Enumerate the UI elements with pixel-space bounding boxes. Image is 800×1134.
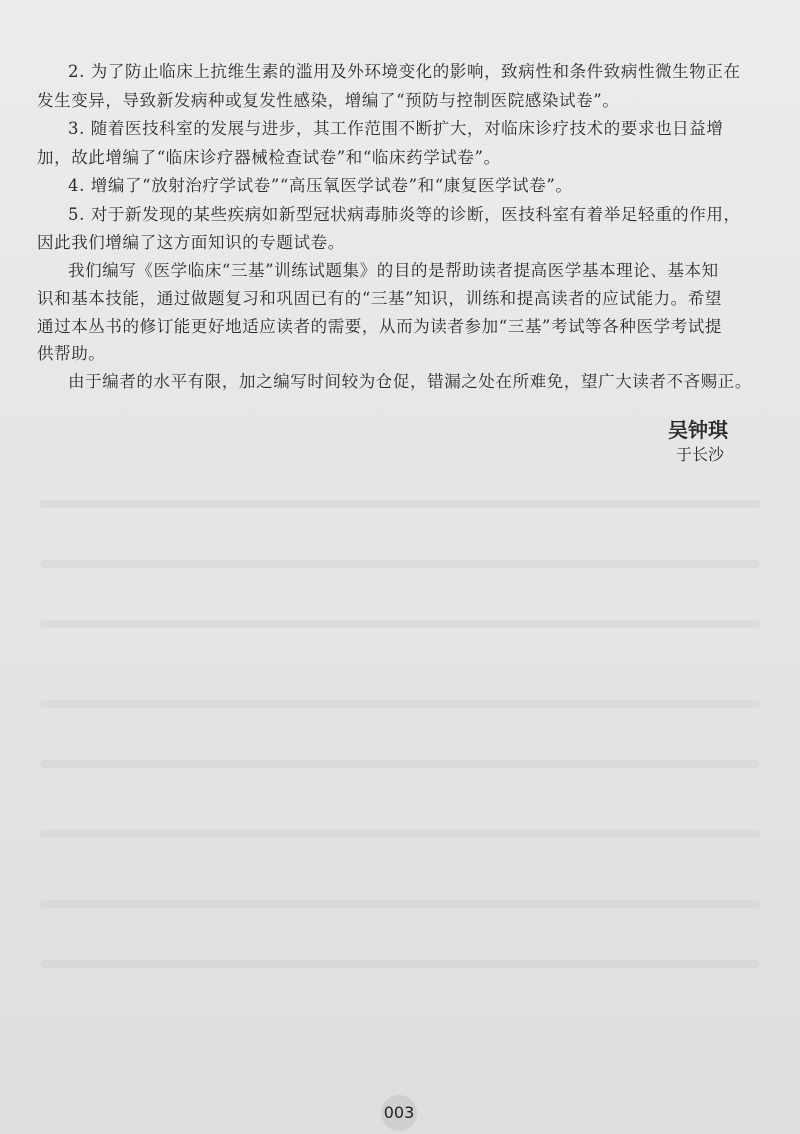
text-line: 我们编写《医学临床“三基”训练试题集》的目的是帮助读者提高医学基本理论、基本知 [68, 261, 719, 280]
text-line: 加，故此增编了“临床诊疗器械检查试卷”和“临床药学试卷”。 [37, 148, 501, 167]
text-line: 5. 对于新发现的某些疾病如新型冠状病毒肺炎等的诊断，医技科室有着举足轻重的作用， [68, 205, 741, 224]
text-line: 发生变异，导致新发病种或复发性感染，增编了“预防与控制医院感染试卷”。 [37, 91, 620, 110]
text-line: 3. 随着医技科室的发展与进步，其工作范围不断扩大，对临床诊疗技术的要求也日益增 [68, 119, 724, 138]
text-line: 因此我们增编了这方面知识的专题试卷。 [37, 233, 345, 252]
page-number: 003 [381, 1095, 417, 1131]
text-line: 识和基本技能，通过做题复习和巩固已有的“三基”知识，训练和提高读者的应试能力。希望 [37, 289, 722, 308]
text-line: 供帮助。 [37, 344, 106, 363]
signature-place: 于长沙 [675, 445, 724, 464]
text-line: 通过本丛书的修订能更好地适应读者的需要，从而为读者参加“三基”考试等各种医学考试提 [37, 317, 722, 336]
text-line: 由于编者的水平有限，加之编写时间较为仓促，错漏之处在所难免，望广大读者不吝赐正。 [68, 372, 752, 391]
text-line: 2. 为了防止临床上抗维生素的滥用及外环境变化的影响，致病性和条件致病性微生物正在 [68, 62, 741, 81]
author-signature: 吴钟琪 [668, 418, 728, 442]
text-line: 4. 增编了“放射治疗学试卷”“高压氧医学试卷”和“康复医学试卷”。 [68, 176, 573, 195]
